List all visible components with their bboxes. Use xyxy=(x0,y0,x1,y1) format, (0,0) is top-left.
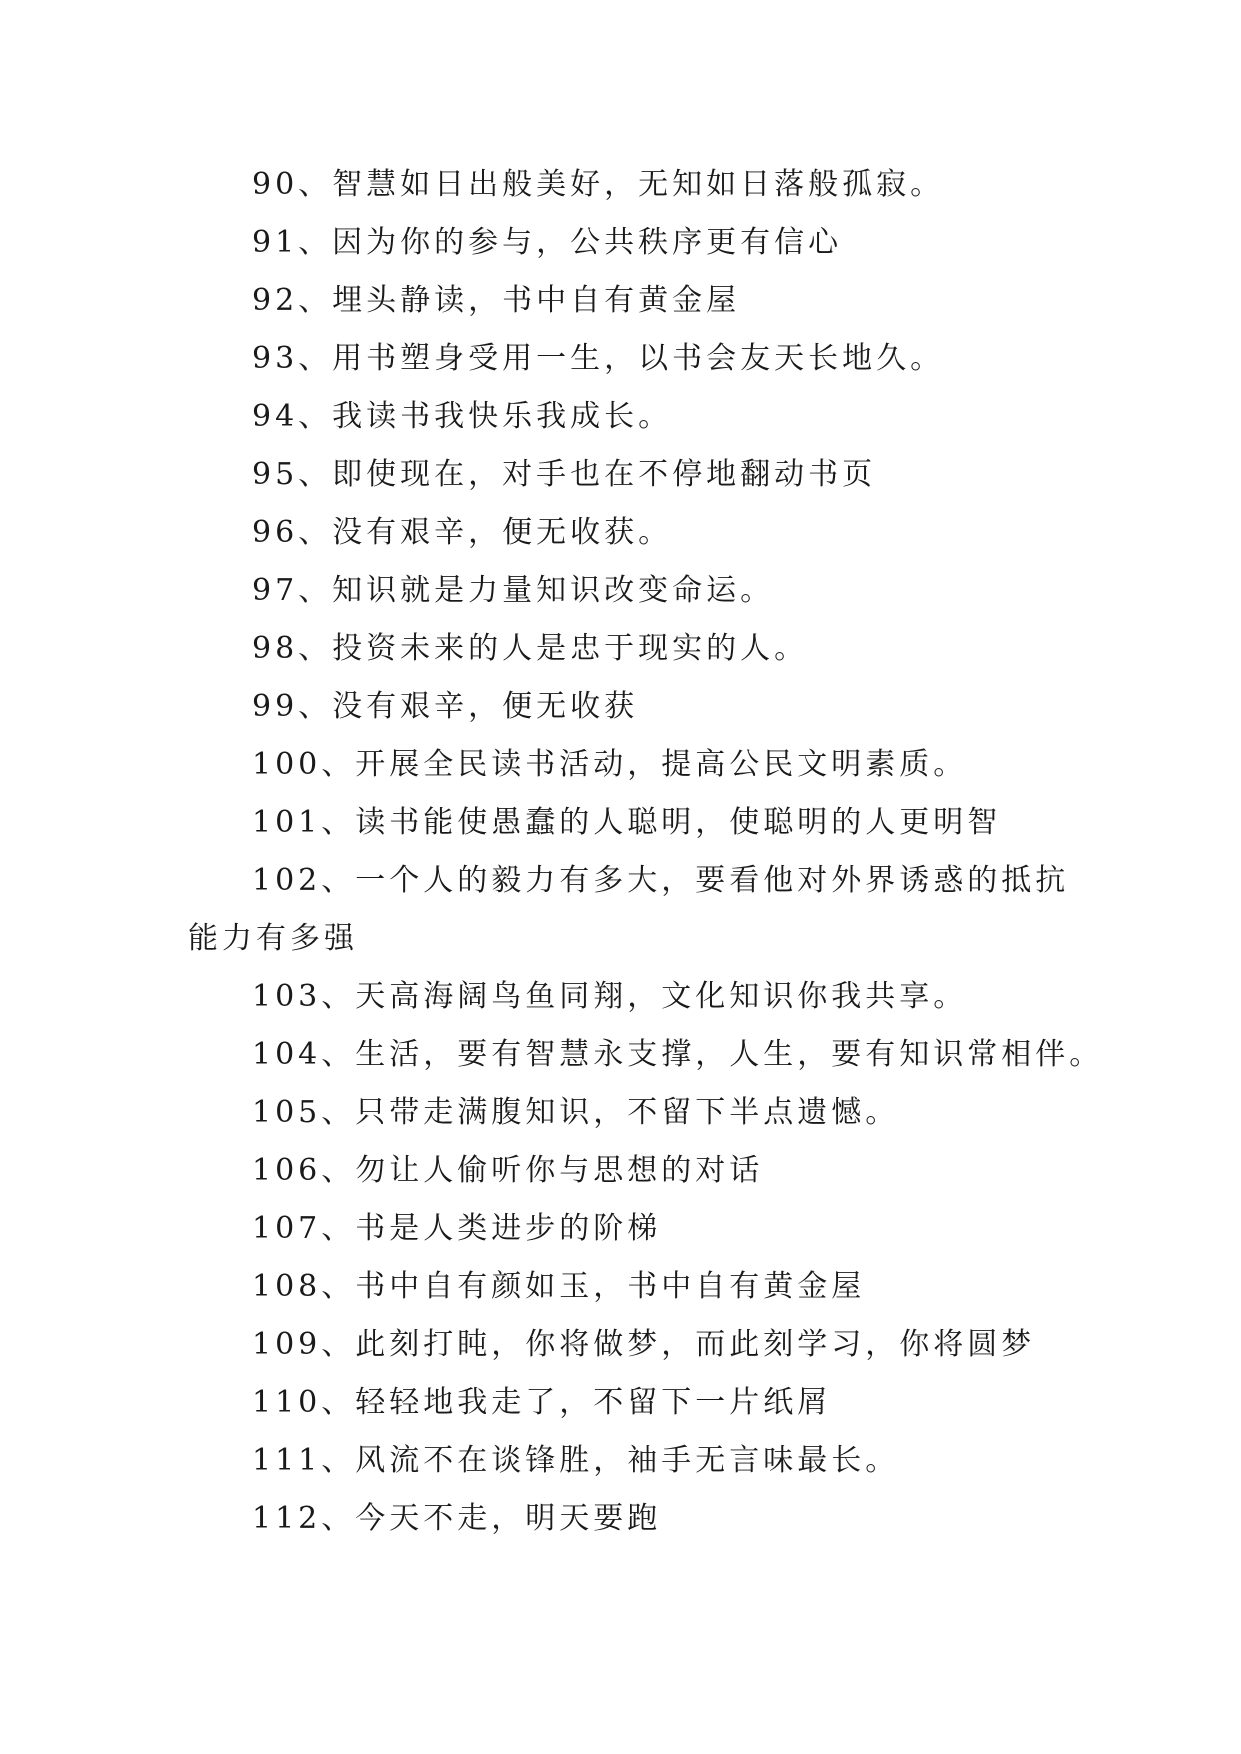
list-item: 110、轻轻地我走了，不留下一片纸屑 xyxy=(252,1385,832,1420)
list-item: 91、因为你的参与，公共秩序更有信心 xyxy=(252,225,843,260)
list-item: 106、勿让人偷听你与思想的对话 xyxy=(252,1153,764,1188)
list-item: 90、智慧如日出般美好，无知如日落般孤寂。 xyxy=(252,167,945,202)
list-item: 95、即使现在，对手也在不停地翻动书页 xyxy=(252,457,877,492)
list-item: 105、只带走满腹知识，不留下半点遗憾。 xyxy=(252,1095,900,1130)
list-item: 108、书中自有颜如玉，书中自有黄金屋 xyxy=(252,1269,866,1304)
list-item-continuation: 能力有多强 xyxy=(188,921,358,956)
list-item: 104、生活，要有智慧永支撑，人生，要有知识常相伴。 xyxy=(252,1037,1104,1072)
list-item: 103、天高海阔鸟鱼同翔，文化知识你我共享。 xyxy=(252,979,968,1014)
document-body xyxy=(188,156,1104,1548)
list-item: 97、知识就是力量知识改变命运。 xyxy=(252,573,775,608)
list-item: 109、此刻打盹，你将做梦，而此刻学习，你将圆梦 xyxy=(252,1327,1036,1362)
list-item: 101、读书能使愚蠢的人聪明，使聪明的人更明智 xyxy=(252,805,1002,840)
list-item: 96、没有艰辛，便无收获。 xyxy=(252,515,673,550)
list-item: 93、用书塑身受用一生，以书会友天长地久。 xyxy=(252,341,945,376)
list-item: 112、今天不走，明天要跑 xyxy=(252,1501,662,1536)
list-item: 100、开展全民读书活动，提高公民文明素质。 xyxy=(252,747,968,782)
list-item: 111、风流不在谈锋胜，袖手无言味最长。 xyxy=(252,1443,900,1478)
list-item: 94、我读书我快乐我成长。 xyxy=(252,399,673,434)
list-item: 98、投资未来的人是忠于现实的人。 xyxy=(252,631,809,666)
list-item: 102、一个人的毅力有多大，要看他对外界诱惑的抵抗 xyxy=(252,863,1070,898)
list-item: 92、埋头静读，书中自有黄金屋 xyxy=(252,283,741,318)
list-item: 99、没有艰辛，便无收获 xyxy=(252,689,639,724)
list-item: 107、书是人类进步的阶梯 xyxy=(252,1211,662,1246)
